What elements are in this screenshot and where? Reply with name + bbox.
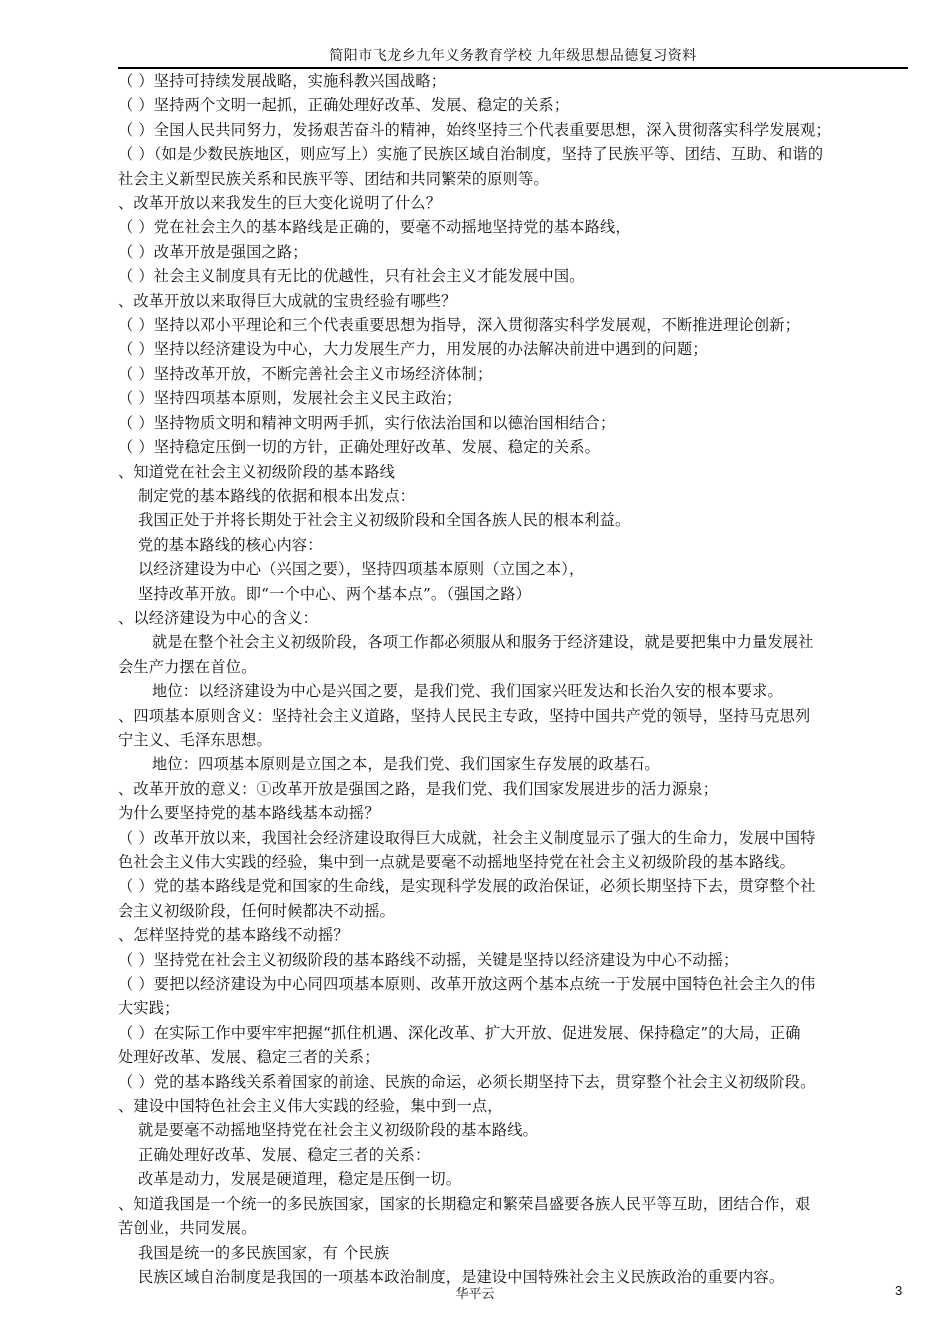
text-line: 、知道党在社会主义初级阶段的基本路线 <box>118 462 395 481</box>
text-line: （ ）在实际工作中要牢牢把握“抓住机遇、深化改革、扩大开放、促进发展、保持稳定”的大局，正确 <box>118 1023 801 1042</box>
text-line: 我国是统一的多民族国家，有 个民族 <box>138 1243 390 1262</box>
text-line: （ ）社会主义制度具有无比的优越性，只有社会主义才能发展中国。 <box>118 267 585 286</box>
text-line: 就是要毫不动摇地坚持党在社会主义初级阶段的基本路线。 <box>138 1121 539 1140</box>
text-line: 民族区域自治制度是我国的一项基本政治制度，是建设中国特殊社会主义民族政治的重要内容。 <box>138 1267 785 1286</box>
text-line: 、知道我国是一个统一的多民族国家，国家的长期稳定和繁荣昌盛要各族人民平等互助，团结合作，艰 <box>118 1194 811 1213</box>
text-line: 、建设中国特色社会主义伟大实践的经验，集中到一点， <box>118 1097 503 1116</box>
text-line: 我国正处于并将长期处于社会主义初级阶段和全国各族人民的根本利益。 <box>138 511 631 530</box>
text-line: 地位：四项基本原则是立国之本，是我们党、我们国家生存发展的政基石。 <box>152 755 660 774</box>
text-line: 会生产力摆在首位。 <box>118 657 257 676</box>
text-line: 党的基本路线的核心内容： <box>138 535 323 554</box>
document-body <box>118 69 908 1289</box>
text-line: （ ）坚持两个文明一起抓，正确处理好改革、发展、稳定的关系； <box>118 96 570 115</box>
text-line: 就是在整个社会主义初级阶段，各项工作都必须服从和服务于经济建设，就是要把集中力量发展社 <box>152 633 814 652</box>
text-line: （ ）党的基本路线关系着国家的前途、民族的命运，必须长期坚持下去，贯穿整个社会主义初级阶段。 <box>118 1072 816 1091</box>
text-line: 、改革开放以来取得巨大成就的宝贵经验有哪些？ <box>118 291 457 310</box>
text-line: 以经济建设为中心（兴国之要），坚持四项基本原则（立国之本）， <box>138 560 585 579</box>
text-line: 、怎样坚持党的基本路线不动摇？ <box>118 926 349 945</box>
text-line: 苦创业，共同发展。 <box>118 1219 257 1238</box>
page-number: 3 <box>895 1283 903 1298</box>
text-line: 坚持改革开放。即“一个中心、两个基本点”。（强国之路） <box>138 584 532 603</box>
text-line: （ ）坚持党在社会主义初级阶段的基本路线不动摇，关键是坚持以经济建设为中心不动摇； <box>118 950 739 969</box>
text-line: （ ）坚持改革开放，不断完善社会主义市场经济体制； <box>118 364 493 383</box>
text-line: 处理好改革、发展、稳定三者的关系； <box>118 1048 380 1067</box>
text-line: 大实践； <box>118 999 180 1018</box>
text-line: 制定党的基本路线的依据和根本出发点： <box>138 486 415 505</box>
text-line: 、改革开放以来我发生的巨大变化说明了什么？ <box>118 194 442 213</box>
footer-label: 华平云 <box>455 1287 495 1302</box>
text-line: （ ）党在社会主久的基本路线是正确的，要毫不动摇地坚持党的基本路线， <box>118 218 631 237</box>
text-line: 地位：以经济建设为中心是兴国之要，是我们党、我们国家兴旺发达和长治久安的根本要求。 <box>152 682 783 701</box>
text-line: 为什么要坚持党的基本路线基本动摇？ <box>118 804 380 823</box>
text-line: （ ）（如是少数民族地区，则应写上）实施了民族区域自治制度，坚持了民族平等、团结、互助、和谐的 <box>118 145 824 164</box>
text-line: 会主义初级阶段，任何时候都决不动摇。 <box>118 901 395 920</box>
text-line: 、改革开放的意义：①改革开放是强国之路，是我们党、我们国家发展进步的活力源泉； <box>118 779 719 798</box>
text-line: （ ）改革开放以来，我国社会经济建设取得巨大成就，社会主义制度显示了强大的生命力，发展中国特 <box>118 828 816 847</box>
text-line: （ ）坚持稳定压倒一切的方针，正确处理好改革、发展、稳定的关系。 <box>118 438 601 457</box>
text-line: 、四项基本原则含义：坚持社会主义道路，坚持人民民主专政，坚持中国共产党的领导，坚持马克思列 <box>118 706 811 725</box>
text-line: （ ）党的基本路线是党和国家的生命线，是实现科学发展的政治保证，必须长期坚持下去，贯穿整个社 <box>118 877 816 896</box>
text-line: （ ）改革开放是强国之路； <box>118 242 308 261</box>
text-line: （ ）坚持物质文明和精神文明两手抓，实行依法治国和以德治国相结合； <box>118 413 616 432</box>
text-line: （ ）坚持以经济建设为中心，大力发展生产力，用发展的办法解决前进中遇到的问题； <box>118 340 708 359</box>
text-line: （ ）要把以经济建设为中心同四项基本原则、改革开放这两个基本点统一于发展中国特色社会主久的伟 <box>118 975 816 994</box>
text-line: （ ）坚持四项基本原则，发展社会主义民主政治； <box>118 389 462 408</box>
text-line: 社会主义新型民族关系和民族平等、团结和共同繁荣的原则等。 <box>118 169 549 188</box>
text-line: （ ）坚持以邓小平理论和三个代表重要思想为指导，深入贯彻落实科学发展观，不断推进理论创新； <box>118 316 801 335</box>
text-line: 色社会主义伟大实践的经验，集中到一点就是要毫不动摇地坚持党在社会主义初级阶段的基本路线。 <box>118 853 796 871</box>
text-line: 改革是动力，发展是硬道理，稳定是压倒一切。 <box>138 1170 462 1189</box>
text-line: 宁主义、毛泽东思想。 <box>118 730 272 749</box>
text-line: 正确处理好改革、发展、稳定三者的关系： <box>138 1145 431 1164</box>
page-header: 简阳市飞龙乡九年义务教育学校 九年级思想品德复习资料 <box>118 48 908 69</box>
text-line: （ ）坚持可持续发展战略，实施科教兴国战略； <box>118 72 447 90</box>
text-line: （ ）全国人民共同努力，发扬艰苦奋斗的精神，始终坚持三个代表重要思想，深入贯彻落实科学发展观； <box>118 120 831 139</box>
text-line: 、以经济建设为中心的含义： <box>118 608 319 627</box>
